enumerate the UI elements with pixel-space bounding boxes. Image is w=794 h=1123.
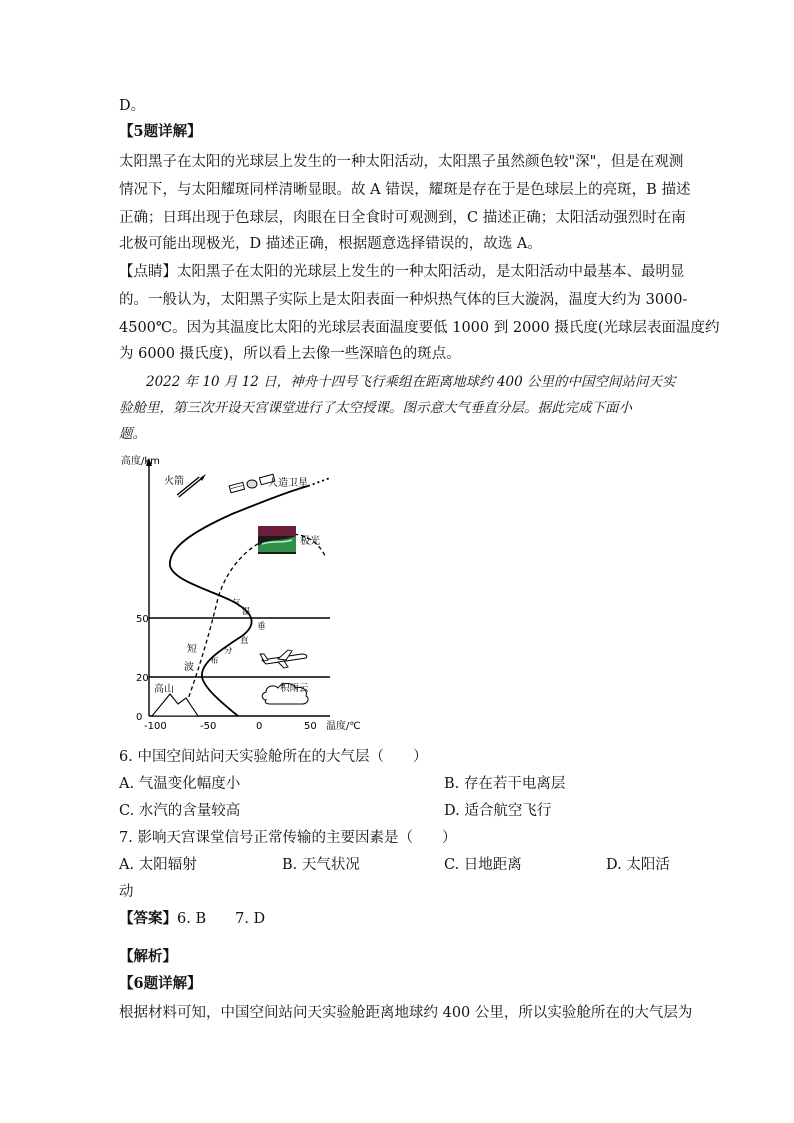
line-1: D。 (119, 98, 146, 114)
line-6: 北极可能出现极光，D 描述正确，根据题意选择错误的，故选 A。 (119, 236, 542, 252)
y-tick-0: 0 (136, 712, 143, 723)
temperature-curve-dotted-extension (308, 478, 330, 486)
x-tick-minus50: -50 (200, 721, 217, 732)
x-axis-label: 温度/℃ (326, 721, 361, 732)
shortwave-label-char-1: 短 (187, 644, 197, 655)
q7-option-a[interactable]: A. 太阳辐射 (119, 857, 197, 873)
q7-option-b[interactable]: B. 天气状况 (282, 857, 360, 873)
mountain-icon (152, 694, 198, 716)
intro-3: 题。 (119, 426, 146, 442)
last-line: 根据材料可知，中国空间站问天实验舱距离地球约 400 公里，所以实验舱所在的大气层为 (119, 1005, 693, 1021)
temp-label-char-5: 分 (224, 646, 233, 656)
answer-text: 6. B 7. D (177, 911, 266, 927)
line-8: 的。一般认为，太阳黑子实际上是太阳表面一种炽热气体的巨大漩涡，温度大约为 3000- (119, 292, 688, 308)
satellite-label: 人造卫星 (268, 478, 308, 489)
answer-label: 【答案】 (119, 910, 177, 927)
mountain-label: 高山 (154, 684, 174, 695)
rocket-label: 火箭 (164, 476, 184, 487)
atmosphere-diagram (112, 448, 372, 738)
temp-label-char-3: 垂 (257, 622, 266, 632)
q7-option-d[interactable]: D. 太阳活 (606, 857, 670, 873)
line-2: 【5题详解】 (119, 123, 202, 140)
intro-1: 2022 年 10 月 12 日，神舟十四号飞行乘组在距离地球约 400 公里的中国空间站问天实 (119, 374, 676, 390)
q7-stem: 7. 影响天宫课堂信号正常传输的主要因素是（ ） (119, 830, 457, 846)
q6-option-a[interactable]: A. 气温变化幅度小 (119, 776, 241, 792)
temp-label-char-4: 直 (240, 636, 249, 646)
x-tick-0: 0 (256, 721, 263, 732)
q7-option-d-continuation: 动 (119, 884, 134, 900)
line-9: 4500℃。因为其温度比太阳的光球层表面温度要低 1000 到 2000 摄氏度(光球层表面温度约 (119, 320, 720, 336)
aurora-label: 极光 (300, 536, 320, 547)
airplane-icon (260, 650, 307, 668)
line-10: 为 6000 摄氏度)，所以看上去像一些深暗色的斑点。 (119, 346, 461, 362)
y-tick-20: 20 (136, 673, 149, 684)
intro-2: 验舱里，第三次开设天宫课堂进行了太空授课。图示意大气垂直分层。据此完成下面小 (119, 400, 632, 416)
line-5: 正确；日珥出现于色球层，肉眼在日全食时可观测到，C 描述正确；太阳活动强烈时在南 (119, 210, 686, 226)
temp-label-char-1: 气 (232, 599, 241, 609)
x-tick-minus100: -100 (144, 721, 167, 732)
x-tick-50: 50 (304, 721, 317, 732)
q6-option-c[interactable]: C. 水汽的含量较高 (119, 803, 241, 819)
temp-label-char-2: 温 (242, 607, 251, 617)
detail6-heading: 【6题详解】 (119, 975, 202, 992)
q7-option-c[interactable]: C. 日地距离 (444, 857, 522, 873)
line-3: 太阳黑子在太阳的光球层上发生的一种太阳活动，太阳黑子虽然颜色较"深"，但是在观测 (119, 154, 684, 170)
temp-label-char-6: 布 (210, 656, 219, 666)
analysis-heading: 【解析】 (119, 948, 177, 965)
line-7: 【点睛】太阳黑子在太阳的光球层上发生的一种太阳活动，是太阳活动中最基本、最明显 (119, 264, 685, 280)
aurora-image (258, 526, 296, 554)
line-4: 情况下，与太阳耀斑同样清晰显眼。故 A 错误，耀斑是存在于是色球层上的亮斑，B 描述 (119, 182, 691, 198)
q6-option-d[interactable]: D. 适合航空飞行 (444, 803, 552, 819)
answer-line (119, 906, 265, 932)
cloud-label: 积雨云 (280, 683, 309, 694)
y-tick-50: 50 (136, 614, 149, 625)
q6-stem: 6. 中国空间站问天实验舱所在的大气层（ ） (119, 749, 428, 765)
q6-option-b[interactable]: B. 存在若干电离层 (444, 776, 566, 792)
y-axis-label: 高度/km (121, 456, 160, 467)
shortwave-label-char-2: 波 (184, 662, 194, 673)
